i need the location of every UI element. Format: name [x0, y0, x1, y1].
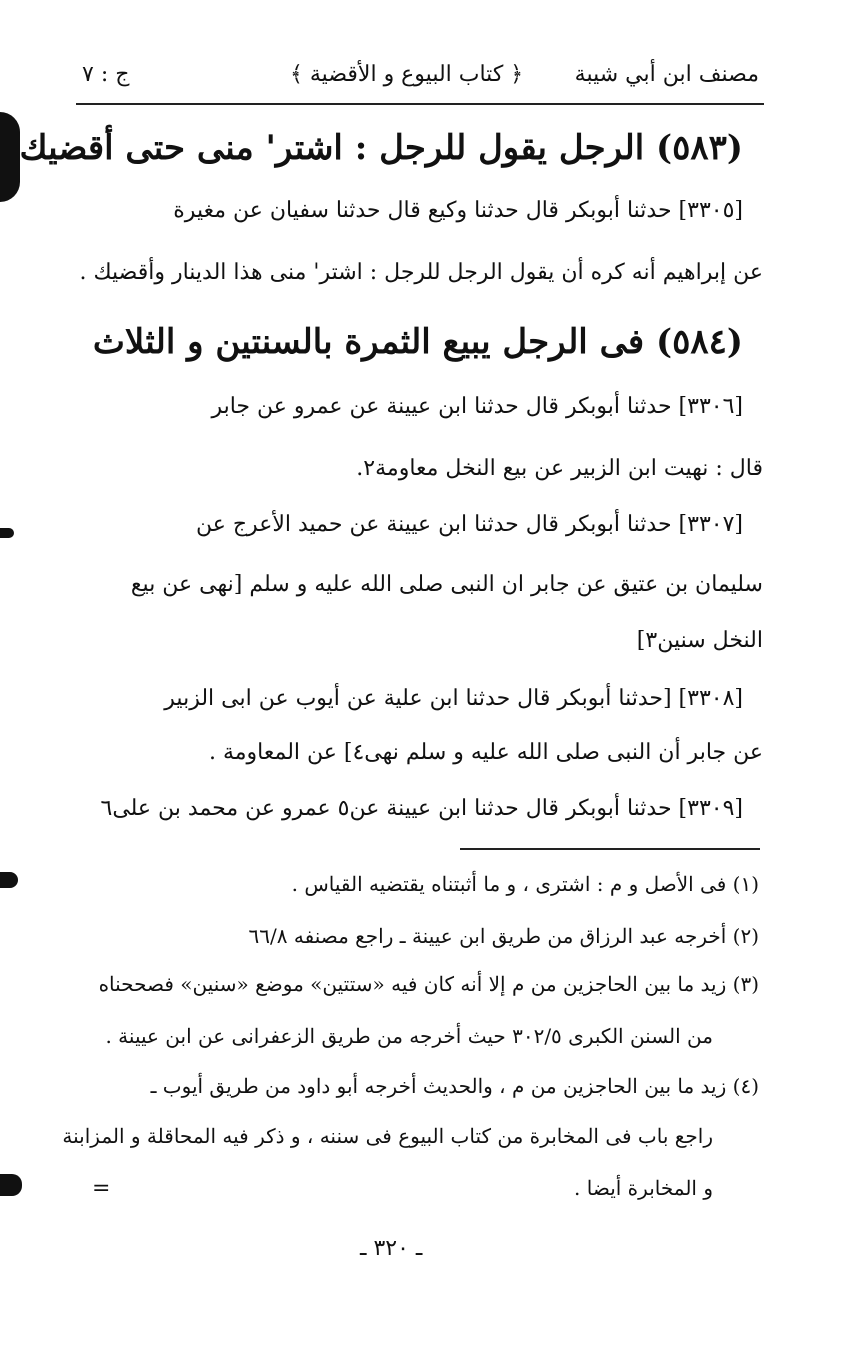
scan-edge-mark: [0, 112, 20, 202]
text-line: [٣٣٠٨] [حدثنا أبوبكر قال حدثنا ابن علية عن أيوب عن ابى الزبير: [164, 686, 743, 711]
text-line: سليمان بن عتيق عن جابر ان النبى صلى الله عليه و سلم [نهى عن بيع: [130, 572, 763, 597]
scan-edge-mark: [0, 872, 18, 888]
text-line: [٣٣٠٧] حدثنا أبوبكر قال حدثنا ابن عيينة عن حميد الأعرج عن: [195, 512, 743, 537]
footnote: (٣) زيد ما بين الحاجزين من م إلا أنه كان فيه «ستتين» موضع «سنين» فصححناه: [98, 972, 759, 996]
footnote: من السنن الكبرى ٣٠٢/٥ حيث أخرجه من طريق الزعفرانى عن ابن عيينة .: [105, 1024, 713, 1048]
chapter-heading-584: (٥٨٤) فى الرجل يبيع الثمرة بالسنتين و الثلاث: [92, 322, 743, 362]
footnote: (٤) زيد ما بين الحاجزين من م ، والحديث أخرجه أبو داود من طريق أيوب ـ: [150, 1074, 759, 1098]
chapter-heading-583: (٥٨٣) الرجل يقول للرجل : اشتر' منى حتى أقضيك: [19, 128, 743, 168]
scan-edge-mark: [0, 1174, 22, 1196]
text-line: النخل سنين٣]: [636, 628, 763, 653]
text-line: عن جابر أن النبى صلى الله عليه و سلم نهى٤] عن المعاومة .: [208, 740, 763, 765]
text-line: قال : نهيت ابن الزبير عن بيع النخل معاومة٢.: [356, 456, 763, 481]
footnote: (١) فى الأصل و م : اشترى ، و ما أثبتناه يقتضيه القياس .: [291, 872, 759, 896]
text-line: [٣٣٠٦] حدثنا أبوبكر قال حدثنا ابن عيينة عن عمرو عن جابر: [211, 394, 743, 419]
text-line: عن إبراهيم أنه كره أن يقول الرجل للرجل : اشتر' منى هذا الدينار وأقضيك .: [79, 260, 763, 285]
footnote: و المخابرة أيضا .: [574, 1176, 713, 1200]
continuation-mark: =: [92, 1176, 111, 1201]
running-header-book-title: مصنف ابن أبي شيبة: [574, 62, 759, 87]
footnote-divider: [460, 848, 760, 850]
text-line: [٣٣٠٩] حدثنا أبوبكر قال حدثنا ابن عيينة عن٥ عمرو عن محمد بن على٦: [100, 796, 743, 821]
text-line: [٣٣٠٥] حدثنا أبوبكر قال حدثنا وكيع قال حدثنا سفيان عن مغيرة: [173, 198, 743, 223]
page-number: ـ ٣٢٠ ـ: [360, 1236, 423, 1261]
footnote: (٢) أخرجه عبد الرزاق من طريق ابن عيينة ـ راجع مصنفه ٦٦/٨: [248, 924, 759, 948]
running-header-volume: ج : ٧: [82, 62, 130, 87]
header-divider: [76, 103, 764, 105]
footnote: راجع باب فى المخابرة من كتاب البيوع فى سننه ، و ذكر فيه المحاقلة و المزابنة: [62, 1124, 713, 1148]
running-header-section-title: ﴿ كتاب البيوع و الأقضية ﴾: [290, 62, 524, 87]
scan-edge-mark: [0, 528, 14, 538]
